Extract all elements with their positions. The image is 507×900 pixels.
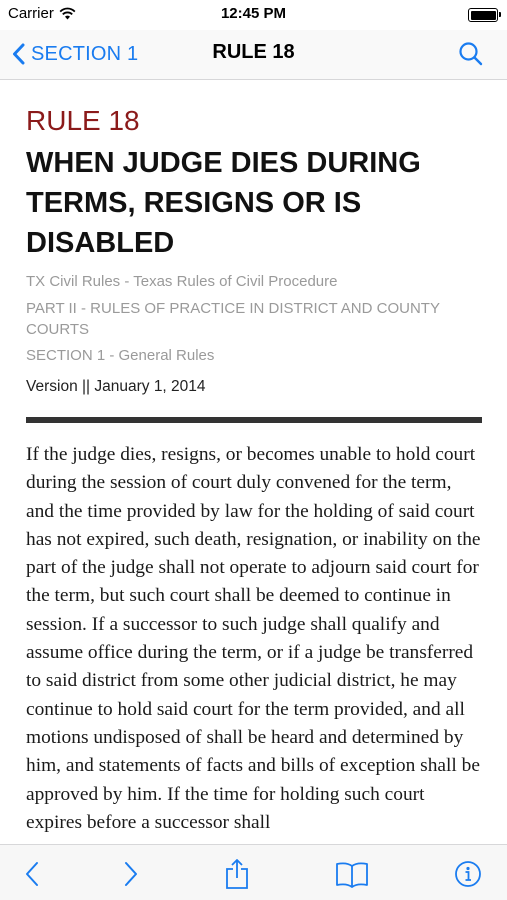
search-icon [457, 40, 485, 68]
section-label: SECTION 1 - General Rules [26, 347, 215, 364]
share-button[interactable] [220, 857, 254, 891]
status-bar [0, 0, 507, 30]
navigation-bar [0, 30, 507, 80]
bookmarks-button[interactable] [335, 857, 369, 891]
rule-title: WHEN JUDGE DIES DURING TERMS, RESIGNS OR IS DISABLED [26, 147, 421, 259]
part-label: PART II - RULES OF PRACTICE IN DISTRICT AND COUNTY COURTS [26, 300, 440, 338]
info-button[interactable] [451, 857, 485, 891]
previous-rule-button[interactable] [15, 857, 49, 891]
version-label: Version || January 1, 2014 [26, 378, 206, 395]
chevron-right-icon [123, 861, 139, 887]
share-icon [224, 858, 250, 890]
divider [26, 417, 482, 423]
search-button[interactable] [457, 40, 485, 68]
carrier-label: Carrier [8, 5, 54, 22]
nav-title: RULE 18 [212, 41, 295, 63]
source-label: TX Civil Rules - Texas Rules of Civil Procedure [26, 273, 338, 290]
status-time: 12:45 PM [220, 5, 287, 22]
rule-body-text: If the judge dies, resigns, or becomes unable to hold court during the session of court duly convened for the term, and the time provided by law for the holding of said court has not expired, such death, resignation, or inability on the part of the judge shall not operate to adjourn said court for the term, but such court shall be deemed to continue in session. If a successor to such judge shall qualify and assume office during the term, or if a judge be transferred to said district from some other judicial district, he may continue to hold said court for the term provided, and all motions undisposed of shall be heard and determined by him, and statements of facts and bills of exception shall be approved by him. If the time for holding such court expires before a successor shall [26, 444, 481, 833]
back-button[interactable] [12, 39, 138, 69]
battery-icon [468, 8, 498, 22]
chevron-left-icon [24, 861, 40, 887]
rule-content[interactable] [0, 81, 507, 844]
book-icon [335, 860, 369, 888]
next-rule-button[interactable] [114, 857, 148, 891]
chevron-left-icon [12, 43, 25, 65]
back-button-label: SECTION 1 [31, 42, 139, 65]
bottom-toolbar [0, 844, 507, 900]
rule-number: RULE 18 [26, 105, 140, 136]
info-icon [454, 860, 482, 888]
